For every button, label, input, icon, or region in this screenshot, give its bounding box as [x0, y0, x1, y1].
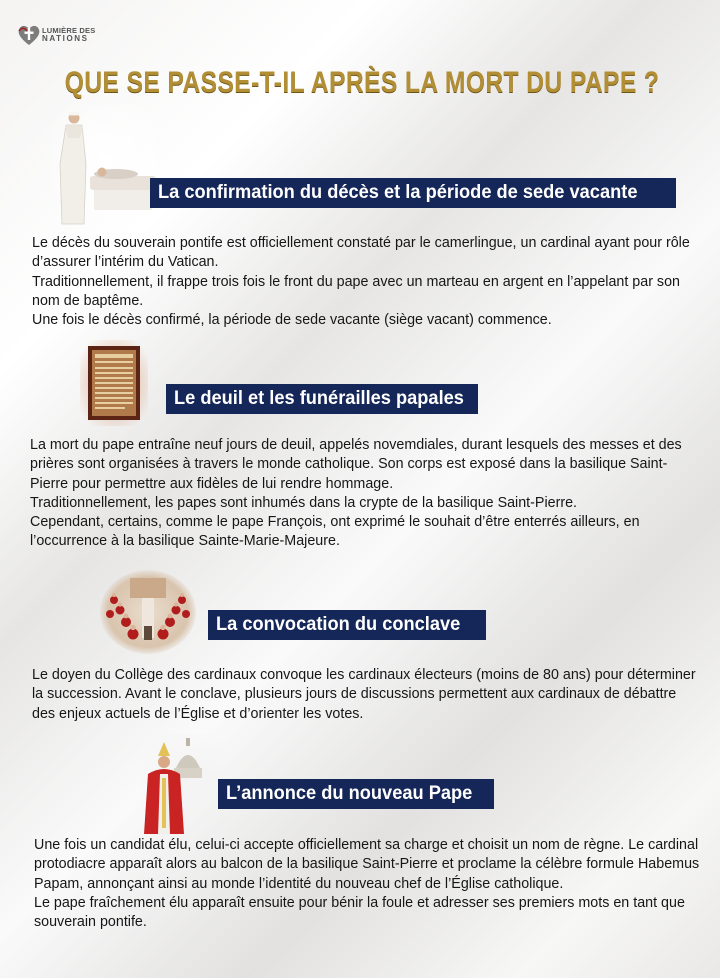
section-1-line-1: Le décès du souverain pontife est officiellement constaté par le camerlingue, un cardinal ayant pour rôle d’assurer l’intérim du Vatican. — [32, 235, 690, 271]
logo-line-2: NATIONS — [42, 34, 89, 43]
section-3-image — [100, 570, 196, 654]
section-4-line-1: Une fois un candidat élu, celui-ci accepte officiellement sa charge et choisit un nom de règne. Le cardinal protodiacre apparaît alors au balcon de la basilique Saint-Pierre et proclame la célèbre formule Habemus Papam, annonçant ainsi au monde l’identité du nouveau chef de l’Église catholique. — [34, 837, 700, 892]
page-title: QUE SE PASSE-T-IL APRÈS LA MORT DU PAPE ? — [64, 66, 660, 99]
heart-cross-icon — [16, 22, 42, 48]
section-2-heading: Le deuil et les funérailles papales — [166, 384, 478, 414]
logo-text — [42, 27, 95, 43]
section-1-line-2: Traditionnellement, il frappe trois fois le front du pape avec un marteau en argent en l’appelant par son nom de baptême. — [32, 273, 680, 309]
section-3-line-1: Le doyen du Collège des cardinaux convoque les cardinaux électeurs (moins de 80 ans) pour déterminer la succession. Avant le conclave, plusieurs jours de discussions permettent aux cardinaux de débattre des enjeux actuels de l’Église et d’orienter les votes. — [32, 667, 696, 722]
section-4-text — [34, 836, 700, 932]
section-2-text — [30, 436, 704, 552]
section-1-image — [50, 104, 162, 228]
section-3-heading: La convocation du conclave — [208, 610, 486, 640]
section-4-heading: L’annonce du nouveau Pape — [218, 779, 494, 809]
logo-line-1: LUMIÈRE DES — [42, 26, 96, 35]
section-1-text — [32, 234, 698, 330]
section-2-line-2: Traditionnellement, les papes sont inhumés dans la crypte de la basilique Saint-Pierre. — [30, 494, 578, 511]
section-4-line-2: Le pape fraîchement élu apparaît ensuite pour bénir la foule et adresser ses premiers mots en tant que souverain pontife. — [34, 894, 685, 931]
section-1-heading: La confirmation du décès et la période de sede vacante — [150, 178, 676, 208]
brand-logo — [16, 18, 106, 54]
section-3-text — [32, 666, 700, 724]
section-2-line-3: Cependant, certains, comme le pape François, ont exprimé le souhait d’être enterrés ailleurs, en l’occurrence à la basilique Sainte-Marie-Majeure. — [30, 514, 640, 550]
section-4-image — [140, 734, 220, 834]
section-2-line-1: La mort du pape entraîne neuf jours de deuil, appelés novemdiales, durant lesquels des messes et des prières sont organisées à travers le monde catholique. Son corps est exposé dans la basilique Saint-Pierre pour permettre aux fidèles de lui rendre hommage. — [30, 437, 682, 492]
section-2-image — [80, 340, 148, 426]
section-1-line-3: Une fois le décès confirmé, la période de sede vacante (siège vacant) commence. — [32, 312, 552, 329]
